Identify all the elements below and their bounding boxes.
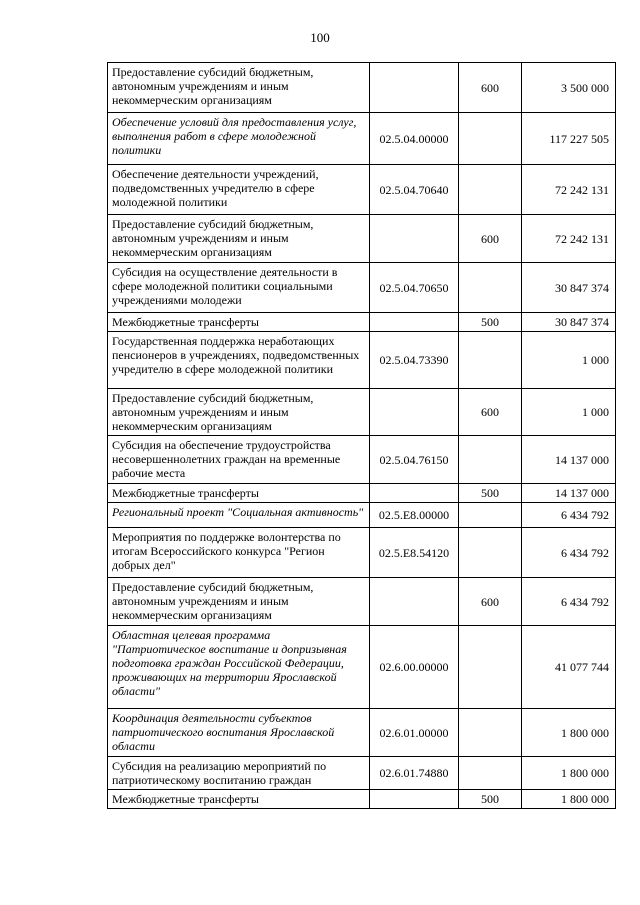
row-code-cell: 02.5.04.70640 — [370, 165, 459, 215]
row-name-cell: Межбюджетные трансферты — [108, 484, 370, 503]
row-code-cell: 02.6.01.74880 — [370, 757, 459, 790]
table-row — [108, 790, 616, 809]
row-name-cell: Предоставление субсидий бюджетным, автономным учреждениям и иным некоммерческим организациям — [108, 215, 370, 263]
table-row — [108, 332, 616, 389]
table-row — [108, 313, 616, 332]
row-amount-cell: 14 137 000 — [522, 436, 616, 484]
row-expense-type-cell — [459, 626, 522, 709]
row-amount-cell: 117 227 505 — [522, 113, 616, 165]
row-code-cell: 02.5.04.73390 — [370, 332, 459, 389]
row-expense-type-cell — [459, 757, 522, 790]
row-code-cell: 02.5.04.76150 — [370, 436, 459, 484]
row-code-cell: 02.5.04.70650 — [370, 263, 459, 313]
row-code-cell — [370, 63, 459, 113]
row-expense-type-cell — [459, 503, 522, 528]
table-row — [108, 215, 616, 263]
budget-table — [107, 62, 616, 809]
table-row — [108, 263, 616, 313]
row-code-cell: 02.5.E8.54120 — [370, 528, 459, 578]
table-row — [108, 113, 616, 165]
row-amount-cell: 3 500 000 — [522, 63, 616, 113]
table-row — [108, 436, 616, 484]
row-expense-type-cell — [459, 528, 522, 578]
table-row — [108, 165, 616, 215]
row-amount-cell: 14 137 000 — [522, 484, 616, 503]
row-expense-type-cell: 600 — [459, 63, 522, 113]
row-expense-type-cell: 600 — [459, 215, 522, 263]
row-expense-type-cell: 600 — [459, 389, 522, 436]
row-code-cell — [370, 313, 459, 332]
row-code-cell — [370, 578, 459, 626]
row-name-cell: Обеспечение условий для предоставления услуг, выполнения работ в сфере молодежной политики — [108, 113, 370, 165]
row-name-cell: Субсидия на осуществление деятельности в сфере молодежной политики социальными учреждениями молодежи — [108, 263, 370, 313]
row-code-cell: 02.6.00.00000 — [370, 626, 459, 709]
row-amount-cell: 1 000 — [522, 389, 616, 436]
row-name-cell: Межбюджетные трансферты — [108, 790, 370, 809]
row-amount-cell: 1 800 000 — [522, 790, 616, 809]
row-name-cell: Обеспечение деятельности учреждений, подведомственных учредителю в сфере молодежной политики — [108, 165, 370, 215]
row-amount-cell: 1 800 000 — [522, 757, 616, 790]
row-amount-cell: 72 242 131 — [522, 215, 616, 263]
row-amount-cell: 30 847 374 — [522, 263, 616, 313]
row-amount-cell: 1 800 000 — [522, 709, 616, 757]
row-code-cell: 02.5.04.00000 — [370, 113, 459, 165]
row-expense-type-cell: 500 — [459, 484, 522, 503]
row-code-cell — [370, 484, 459, 503]
row-name-cell: Региональный проект "Социальная активность" — [108, 503, 370, 528]
row-name-cell: Предоставление субсидий бюджетным, автономным учреждениям и иным некоммерческим организациям — [108, 578, 370, 626]
row-name-cell: Субсидия на обеспечение трудоустройства несовершеннолетних граждан на временные рабочие места — [108, 436, 370, 484]
table-row — [108, 757, 616, 790]
row-name-cell: Предоставление субсидий бюджетным, автономным учреждениям и иным некоммерческим организациям — [108, 63, 370, 113]
table-row — [108, 528, 616, 578]
row-name-cell: Государственная поддержка неработающих пенсионеров в учреждениях, подведомственных учредителю в сфере молодежной политики — [108, 332, 370, 389]
budget-table-body — [108, 63, 616, 809]
row-code-cell: 02.6.01.00000 — [370, 709, 459, 757]
table-row — [108, 484, 616, 503]
table-row — [108, 709, 616, 757]
row-amount-cell: 6 434 792 — [522, 578, 616, 626]
table-row — [108, 63, 616, 113]
row-code-cell — [370, 790, 459, 809]
row-name-cell: Межбюджетные трансферты — [108, 313, 370, 332]
row-amount-cell: 41 077 744 — [522, 626, 616, 709]
row-code-cell: 02.5.E8.00000 — [370, 503, 459, 528]
row-amount-cell: 6 434 792 — [522, 503, 616, 528]
row-amount-cell: 6 434 792 — [522, 528, 616, 578]
row-expense-type-cell: 600 — [459, 578, 522, 626]
table-row — [108, 389, 616, 436]
row-expense-type-cell — [459, 436, 522, 484]
row-amount-cell: 72 242 131 — [522, 165, 616, 215]
row-expense-type-cell — [459, 113, 522, 165]
row-name-cell: Мероприятия по поддержке волонтерства по итогам Всероссийского конкурса "Регион добрых дел" — [108, 528, 370, 578]
row-expense-type-cell: 500 — [459, 313, 522, 332]
table-row — [108, 626, 616, 709]
row-name-cell: Субсидия на реализацию мероприятий по патриотическому воспитанию граждан — [108, 757, 370, 790]
row-expense-type-cell: 500 — [459, 790, 522, 809]
row-code-cell — [370, 389, 459, 436]
row-name-cell: Предоставление субсидий бюджетным, автономным учреждениям и иным некоммерческим организациям — [108, 389, 370, 436]
row-amount-cell: 1 000 — [522, 332, 616, 389]
row-code-cell — [370, 215, 459, 263]
row-expense-type-cell — [459, 165, 522, 215]
page-number: 100 — [310, 30, 330, 45]
row-expense-type-cell — [459, 263, 522, 313]
row-name-cell: Координация деятельности субъектов патриотического воспитания Ярославской области — [108, 709, 370, 757]
table-row — [108, 503, 616, 528]
row-expense-type-cell — [459, 709, 522, 757]
row-name-cell: Областная целевая программа "Патриотическое воспитание и допризывная подготовка граждан Российской Федерации, проживающих на территории Ярославской области" — [108, 626, 370, 709]
row-expense-type-cell — [459, 332, 522, 389]
table-row — [108, 578, 616, 626]
row-amount-cell: 30 847 374 — [522, 313, 616, 332]
